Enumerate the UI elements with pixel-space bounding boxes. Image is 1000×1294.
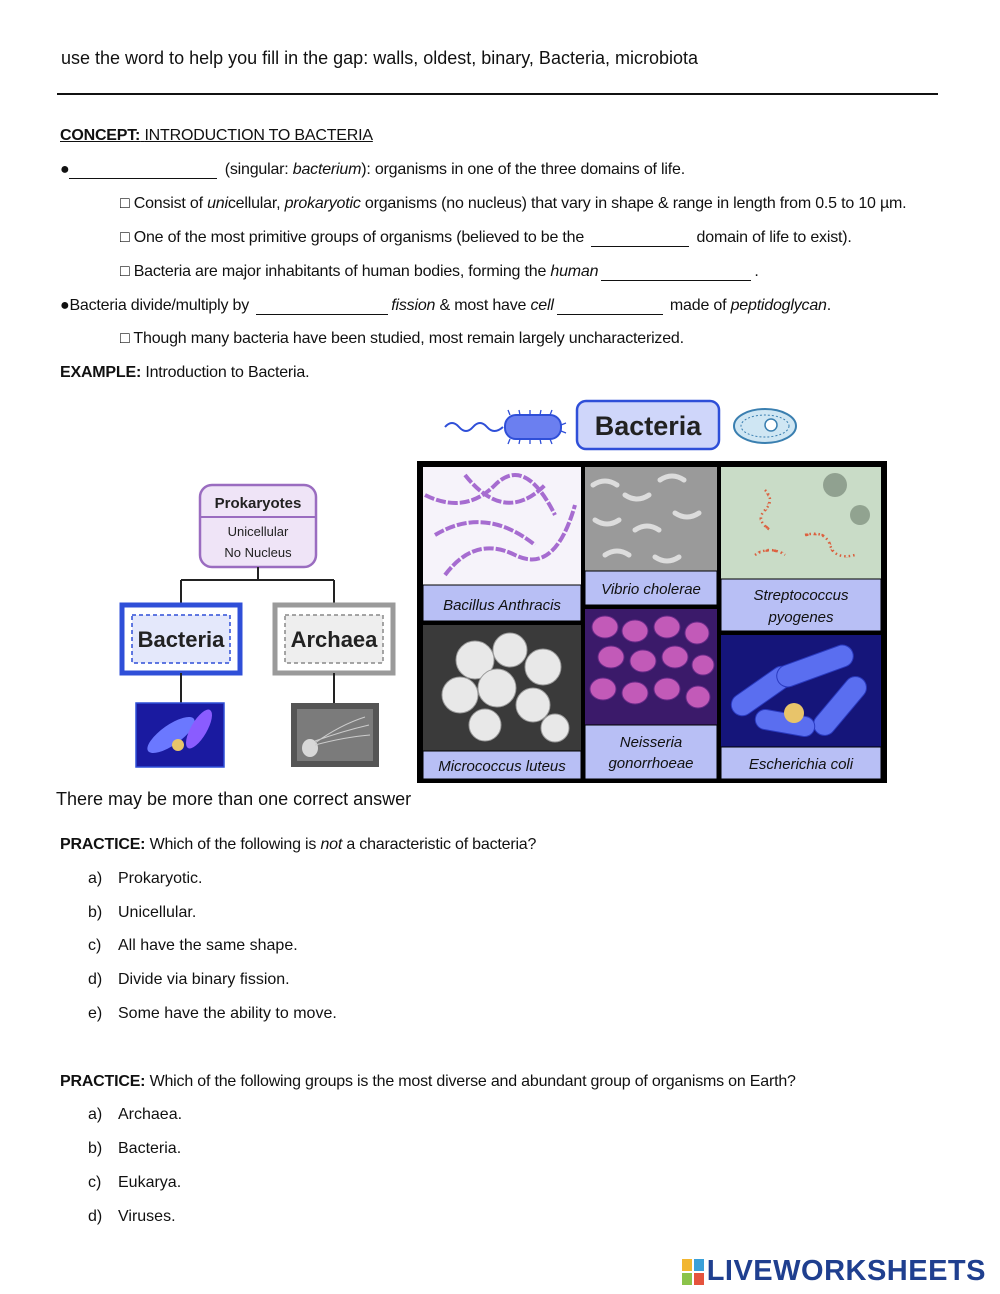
text: (singular: bbox=[224, 161, 293, 178]
text-italic: fission bbox=[391, 297, 436, 314]
bacteria-header-label: Bacteria bbox=[594, 411, 702, 441]
sub-point-primitive bbox=[120, 229, 852, 247]
option-text: All have the same shape. bbox=[118, 937, 298, 954]
text: Which of the following is bbox=[149, 836, 321, 853]
gap-oldest-input[interactable] bbox=[591, 230, 689, 247]
sub-point-unicellular bbox=[120, 195, 906, 213]
practice-1-question bbox=[60, 836, 536, 854]
logo-text: LIVEWORKSHEETS bbox=[706, 1255, 986, 1287]
text: . bbox=[826, 297, 831, 314]
concept-heading bbox=[60, 127, 373, 145]
option-letter: c) bbox=[88, 1174, 102, 1191]
text: cellular, bbox=[227, 195, 285, 212]
gap-binary-input[interactable] bbox=[256, 298, 388, 315]
text-italic: cell bbox=[530, 297, 554, 314]
logo-icon bbox=[682, 1259, 704, 1285]
concept-label: CONCEPT: bbox=[60, 127, 141, 144]
species-label: pyogenes bbox=[768, 609, 834, 626]
species-label: Bacillus Anthracis bbox=[443, 597, 561, 614]
gap-walls-input[interactable] bbox=[557, 298, 663, 315]
species-label: Micrococcus luteus bbox=[438, 758, 566, 775]
text-italic: bacterium bbox=[292, 161, 362, 178]
text: domain of life to exist). bbox=[692, 229, 852, 246]
practice-1-option[interactable] bbox=[88, 937, 298, 955]
option-text: Prokaryotic. bbox=[118, 870, 203, 887]
text: . bbox=[754, 263, 759, 280]
option-letter: b) bbox=[88, 904, 103, 921]
instruction-text: use the word to help you fill in the gap: walls, oldest, binary, Bacteria, microbiota bbox=[61, 48, 698, 68]
text-italic: uni bbox=[207, 195, 228, 212]
flagellum-icon bbox=[445, 423, 503, 431]
text-italic: peptidoglycan bbox=[730, 297, 827, 314]
option-letter: a) bbox=[88, 870, 103, 887]
example-label: EXAMPLE: bbox=[60, 364, 142, 381]
text: □ Bacteria are major inhabitants of human bodies, forming the bbox=[120, 263, 551, 280]
concept-title: INTRODUCTION TO BACTERIA bbox=[144, 127, 373, 144]
option-text: Viruses. bbox=[118, 1208, 176, 1225]
text-italic: not bbox=[320, 836, 343, 853]
text: organisms (no nucleus) that vary in shape & range in length from 0.5 to 10 µm. bbox=[360, 195, 907, 212]
practice-2-option[interactable] bbox=[88, 1208, 176, 1226]
text-italic: human bbox=[550, 263, 599, 280]
practice-1-option[interactable] bbox=[88, 904, 196, 922]
option-text: Divide via binary fission. bbox=[118, 971, 290, 988]
option-letter: b) bbox=[88, 1140, 103, 1157]
practice-1-option[interactable] bbox=[88, 870, 202, 888]
archaea-domain-label: Archaea bbox=[290, 627, 378, 652]
sub-point-uncharacterized: □ Though many bacteria have been studied, most remain largely uncharacterized. bbox=[120, 330, 684, 347]
text: □ Consist of bbox=[120, 195, 208, 212]
text: □ One of the most primitive groups of organisms (believed to be the bbox=[120, 229, 589, 246]
practice-1-option[interactable] bbox=[88, 971, 290, 989]
text: made of bbox=[665, 297, 731, 314]
rod-bacterium-icon bbox=[505, 415, 561, 439]
species-label: Streptococcus bbox=[753, 587, 849, 604]
species-label: gonorrhoeae bbox=[608, 755, 694, 772]
prokaryotes-label: Prokaryotes bbox=[214, 495, 302, 512]
option-text: Unicellular. bbox=[118, 904, 197, 921]
unicellular-label: Unicellular bbox=[227, 524, 289, 539]
bacteria-domain-label: Bacteria bbox=[137, 627, 225, 652]
option-letter: e) bbox=[88, 1005, 103, 1022]
bacteria-figure bbox=[115, 395, 895, 787]
practice-2-option[interactable] bbox=[88, 1174, 181, 1192]
example-heading bbox=[60, 364, 309, 382]
option-letter: d) bbox=[88, 1208, 103, 1225]
option-letter: d) bbox=[88, 971, 103, 988]
text-italic: prokaryotic bbox=[284, 195, 361, 212]
text: Which of the following groups is the most diverse and abundant group of organisms on Earth? bbox=[149, 1073, 796, 1090]
practice-2-option[interactable] bbox=[88, 1140, 181, 1158]
text: & most have bbox=[435, 297, 531, 314]
practice-2-question bbox=[60, 1073, 796, 1091]
option-text: Some have the ability to move. bbox=[118, 1005, 337, 1022]
bullet-division bbox=[60, 297, 831, 315]
species-label: Neisseria bbox=[619, 734, 683, 751]
option-text: Archaea. bbox=[118, 1106, 183, 1123]
practice-2-option[interactable] bbox=[88, 1106, 182, 1124]
option-text: Eukarya. bbox=[118, 1174, 182, 1191]
note-text: There may be more than one correct answer bbox=[56, 789, 412, 809]
no-nucleus-label: No Nucleus bbox=[224, 545, 292, 560]
text: ●Bacteria divide/multiply by bbox=[60, 297, 254, 314]
species-label: Escherichia coli bbox=[748, 756, 854, 773]
option-letter: a) bbox=[88, 1106, 103, 1123]
example-text: Introduction to Bacteria. bbox=[145, 364, 310, 381]
divider bbox=[57, 93, 938, 95]
sub-point-human bbox=[120, 263, 759, 281]
text: a characteristic of bacteria? bbox=[342, 836, 537, 853]
practice-1-option[interactable] bbox=[88, 1005, 337, 1023]
gap-microbiota-input[interactable] bbox=[601, 264, 751, 281]
practice-label: PRACTICE: bbox=[60, 1073, 146, 1090]
option-text: Bacteria. bbox=[118, 1140, 182, 1157]
option-letter: c) bbox=[88, 937, 102, 954]
species-label: Vibrio cholerae bbox=[601, 581, 701, 598]
practice-label: PRACTICE: bbox=[60, 836, 146, 853]
gap-bacteria-input[interactable] bbox=[69, 162, 217, 179]
bullet-bacteria-definition: ● (singular: bacterium): organisms in one of the three domains of life. bbox=[60, 161, 685, 178]
text: ): organisms in one of the three domains of life. bbox=[361, 161, 685, 178]
liveworksheets-logo bbox=[682, 1255, 986, 1288]
